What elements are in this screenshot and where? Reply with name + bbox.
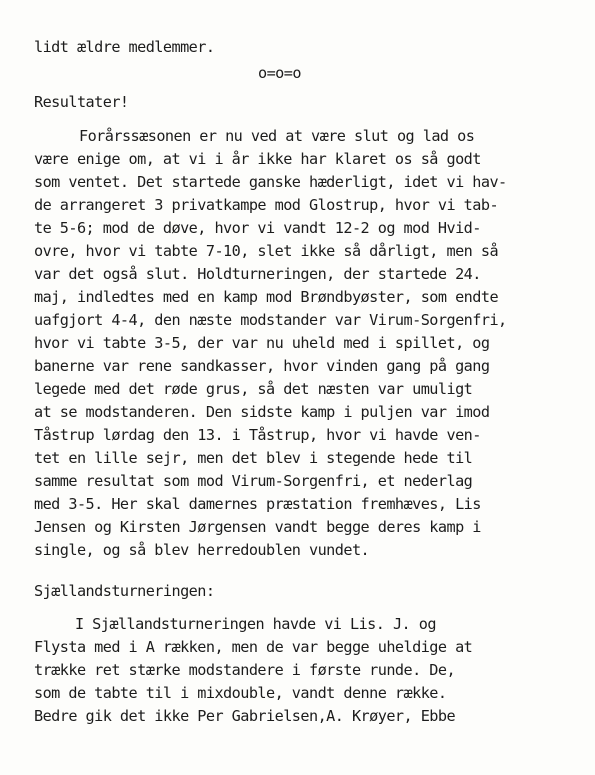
resultater-line: ovre, hvor vi tabte 7-10, slet ikke så dårligt, men så bbox=[34, 242, 499, 260]
resultater-line: med 3-5. Her skal damernes præstation fremhæves, Lis bbox=[34, 495, 481, 513]
resultater-line: maj, indledtes med en kamp mod Brøndbyøster, som endte bbox=[34, 288, 499, 306]
resultater-line: var det også slut. Holdturneringen, der startede 24. bbox=[34, 265, 481, 283]
resultater-line: at se modstanderen. Den sidste kamp i puljen var imod bbox=[34, 403, 490, 421]
resultater-line: uafgjort 4-4, den næste modstander var Virum-Sorgenfri, bbox=[34, 311, 507, 329]
sjaelland-heading: Sjællandsturneringen: bbox=[34, 582, 215, 600]
resultater-line: single, og så blev herredoublen vundet. bbox=[34, 541, 370, 559]
resultater-line: te 5-6; mod de døve, hvor vi vandt 12-2 og mod Hvid- bbox=[34, 219, 481, 237]
resultater-heading: Resultater! bbox=[34, 93, 129, 111]
resultater-line: Jensen og Kirsten Jørgensen vandt begge deres kamp i bbox=[34, 518, 481, 536]
resultater-line: tet en lille sejr, men det blev i stegende hede til bbox=[34, 449, 473, 467]
resultater-line: banerne var rene sandkasser, hvor vinden gang på gang bbox=[34, 357, 490, 375]
resultater-line: samme resultat som mod Virum-Sorgenfri, et nederlag bbox=[34, 472, 473, 490]
resultater-line: de arrangeret 3 privatkampe mod Glostrup, hvor vi tab- bbox=[34, 196, 499, 214]
sjaelland-line: I Sjællandsturneringen havde vi Lis. J. og bbox=[75, 615, 436, 633]
resultater-line: legede med det røde grus, så det næsten var umuligt bbox=[34, 380, 473, 398]
resultater-line: Forårssæsonen er nu ved at være slut og lad os bbox=[79, 127, 475, 145]
intro-line: lidt ældre medlemmer. bbox=[34, 38, 215, 56]
sjaelland-line: trække ret stærke modstandere i første runde. De, bbox=[34, 661, 456, 679]
sjaelland-line: som de tabte til i mixdouble, vandt denne række. bbox=[34, 684, 447, 702]
resultater-line: hvor vi tabte 3-5, der var nu uheld med i spillet, og bbox=[34, 334, 490, 352]
section-separator: o=o=o bbox=[258, 64, 301, 82]
sjaelland-line: Bedre gik det ikke Per Gabrielsen,A. Krøyer, Ebbe bbox=[34, 707, 456, 725]
resultater-line: som ventet. Det startede ganske hæderligt, idet vi hav- bbox=[34, 173, 507, 191]
resultater-line: være enige om, at vi i år ikke har klaret os så godt bbox=[34, 150, 481, 168]
sjaelland-line: Flysta med i A rækken, men de var begge uheldige at bbox=[34, 638, 473, 656]
resultater-line: Tåstrup lørdag den 13. i Tåstrup, hvor vi havde ven- bbox=[34, 426, 481, 444]
